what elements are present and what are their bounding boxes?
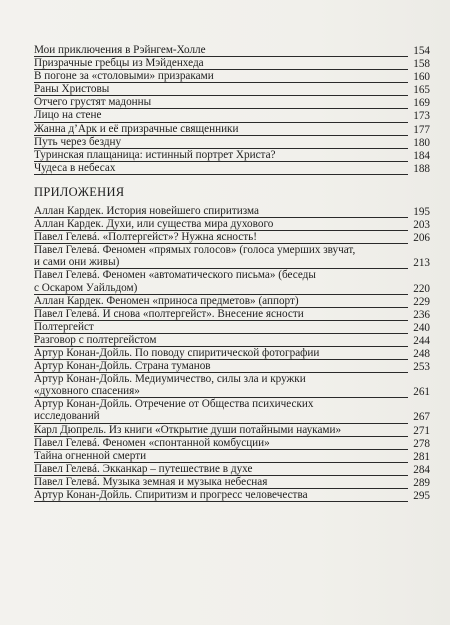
toc-entry-title: Павел Гелевá. Экканкар – путешествие в духе: [34, 463, 408, 476]
toc-entry: [34, 218, 430, 231]
toc-entry: [34, 489, 430, 502]
toc-entry-title: Артур Конан-Дойль. Спиритизм и прогресс человечества: [34, 489, 408, 502]
toc-entry: [34, 57, 430, 70]
toc-entry-title: Аллан Кардек. История новейшего спиритизма: [34, 205, 408, 218]
toc-entry: [34, 437, 430, 450]
toc-entry-title: Павел Гелевá. Музыка земная и музыка небесная: [34, 476, 408, 489]
toc-entry-page: 284: [413, 463, 430, 476]
toc-entry-page: 188: [413, 162, 430, 175]
toc-entry: [34, 109, 430, 122]
toc-entry-title-line: Павел Гелевá. Феномен «автоматического письма» (беседы: [34, 269, 316, 282]
toc-entry-title: Павел Гелевá. «Полтергейст»? Нужна ясность!: [34, 231, 408, 244]
toc-entry-page: 248: [413, 347, 430, 360]
toc-entry-page: 229: [413, 295, 430, 308]
toc-entry-page: 281: [413, 450, 430, 463]
toc-entry-title: Призрачные гребцы из Мэйденхеда: [34, 57, 408, 70]
toc-entry-title: Раны Христовы: [34, 83, 408, 96]
toc-entry-title-line: с Оскаром Уайльдом): [34, 282, 408, 295]
toc-entry-title-line: исследований: [34, 410, 408, 423]
toc-entry-page: 165: [413, 84, 430, 97]
toc-entry: [34, 450, 430, 463]
toc-entry-page: 278: [413, 437, 430, 450]
toc-entry-title: В погоне за «столовыми» призраками: [34, 70, 408, 83]
toc-entry-page: 203: [413, 219, 430, 232]
toc-entry-title: Тайна огненной смерти: [34, 450, 408, 463]
toc-entry: [34, 123, 430, 136]
toc-entry: [34, 70, 430, 83]
toc-entry-title: Разговор с полтергейстом: [34, 334, 408, 347]
toc-entry-title: Павел Гелевá. И снова «полтергейст». Внесение ясности: [34, 308, 408, 321]
toc-entry-title-line: и сами они живы): [34, 256, 408, 269]
toc-entry-page: 261: [413, 386, 430, 399]
toc-entry: [34, 476, 430, 489]
toc-entry-page: 173: [413, 110, 430, 123]
toc-entry-title: Лицо на стене: [34, 109, 408, 122]
toc-entry-page: 253: [413, 361, 430, 374]
toc-entry-page: 295: [413, 490, 430, 502]
toc-entry: [34, 231, 430, 244]
toc-entry-page: 169: [413, 97, 430, 110]
toc-entry-title: Туринская плащаница: истинный портрет Христа?: [34, 149, 408, 162]
toc-entry-page: 267: [413, 411, 430, 424]
toc-entry-title: Аллан Кардек. Феномен «приноса предметов» (аппорт): [34, 295, 408, 308]
toc-entry-page: 158: [413, 58, 430, 71]
toc-entry: [34, 398, 430, 423]
toc-section-appendix: [34, 205, 430, 502]
toc-entry: [34, 205, 430, 218]
appendix-heading: ПРИЛОЖЕНИЯ: [34, 184, 125, 199]
toc-entry-page: 184: [413, 149, 430, 162]
toc-entry: [34, 162, 430, 175]
toc-entry: [34, 360, 430, 373]
toc-entry-title: Путь через бездну: [34, 136, 408, 149]
toc-entry: [34, 463, 430, 476]
toc-entry: [34, 244, 430, 269]
toc-entry: [34, 321, 430, 334]
toc-entry-title-line: Артур Конан-Дойль. Отречение от Общества психических: [34, 398, 314, 411]
toc-entry: [34, 347, 430, 360]
toc-section-main: [34, 44, 430, 175]
toc-entry-last-line: [34, 410, 430, 423]
toc-entry-title: Артур Конан-Дойль. По поводу спиритической фотографии: [34, 347, 408, 360]
table-of-contents: [34, 44, 430, 502]
toc-entry-page: 213: [413, 257, 430, 270]
toc-entry: [34, 83, 430, 96]
toc-entry-title: Павел Гелевá. Феномен «спонтанной комбусции»: [34, 437, 408, 450]
toc-entry-page: 154: [413, 45, 430, 57]
toc-entry-title: Чудеса в небесах: [34, 162, 408, 175]
toc-entry-last-line: [34, 256, 430, 269]
toc-entry-page: 240: [413, 321, 430, 334]
toc-entry-last-line: [34, 282, 430, 295]
toc-entry-title: Мои приключения в Рэйнгем-Холле: [34, 44, 408, 57]
toc-entry: [34, 334, 430, 347]
toc-entry: [34, 44, 430, 57]
toc-entry-page: 160: [413, 71, 430, 84]
toc-entry-page: 220: [413, 282, 430, 295]
toc-entry: [34, 96, 430, 109]
toc-entry: [34, 149, 430, 162]
toc-entry: [34, 295, 430, 308]
toc-entry-page: 206: [413, 232, 430, 245]
toc-entry-title: Аллан Кардек. Духи, или существа мира духового: [34, 218, 408, 231]
toc-entry-page: 236: [413, 308, 430, 321]
toc-entry-title: Артур Конан-Дойль. Страна туманов: [34, 360, 408, 373]
toc-entry-page: 180: [413, 136, 430, 149]
toc-entry-page: 244: [413, 334, 430, 347]
toc-entry-page: 195: [413, 205, 430, 218]
toc-entry-title-line: Павел Гелевá. Феномен «прямых голосов» (голоса умерших звучат,: [34, 244, 356, 257]
toc-entry-page: 271: [413, 424, 430, 437]
toc-entry: [34, 269, 430, 294]
toc-entry: [34, 373, 430, 398]
toc-entry-title: Полтергейст: [34, 321, 408, 334]
toc-entry-title: Жанна д’Арк и её призрачные священники: [34, 123, 408, 136]
toc-entry-title-line: «духовного спасения»: [34, 385, 408, 398]
toc-entry-last-line: [34, 385, 430, 398]
toc-entry-title: Отчего грустят мадонны: [34, 96, 408, 109]
toc-entry-page: 289: [413, 476, 430, 489]
toc-entry-title-line: Артур Конан-Дойль. Медиумичество, силы зла и кружки: [34, 373, 306, 386]
toc-entry-title: Карл Дюпрель. Из книги «Открытие души потайными науками»: [34, 424, 408, 437]
toc-entry-page: 177: [413, 123, 430, 136]
toc-entry: [34, 308, 430, 321]
toc-entry: [34, 136, 430, 149]
toc-entry: [34, 424, 430, 437]
